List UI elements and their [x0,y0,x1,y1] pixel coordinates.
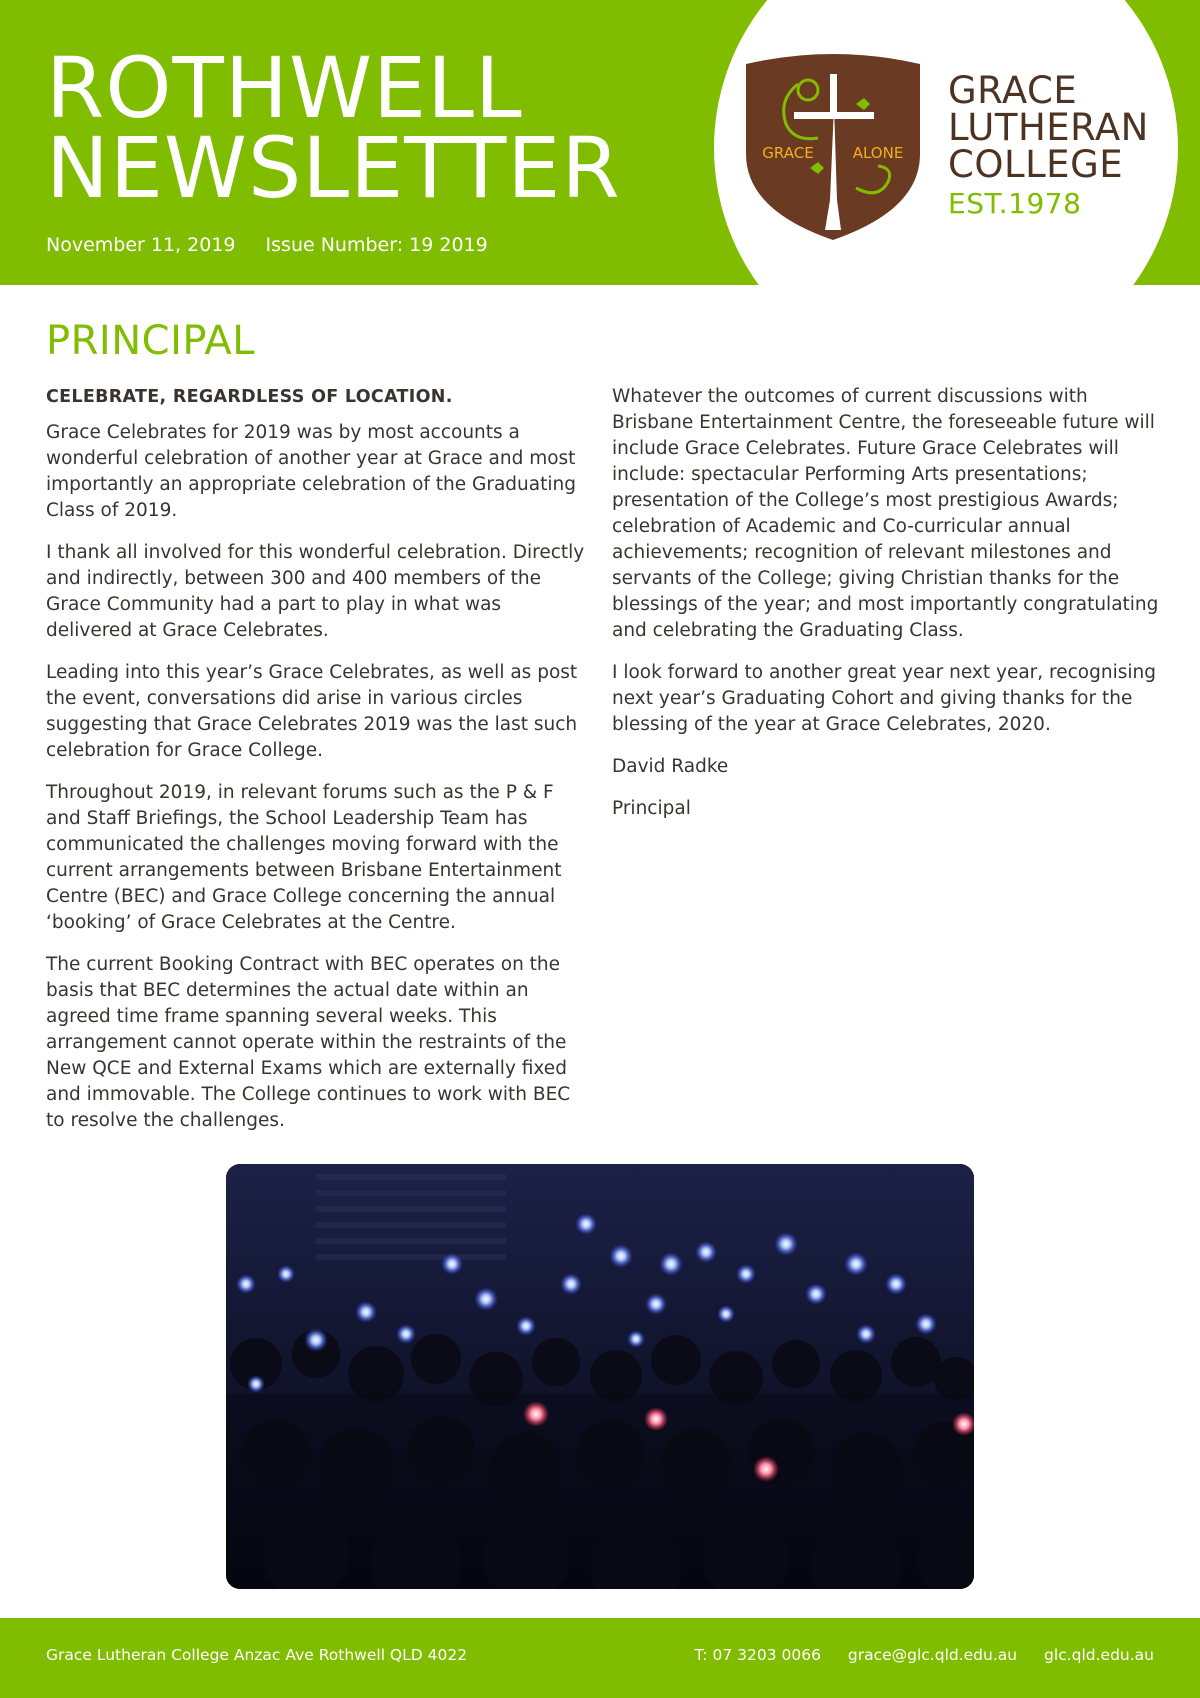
college-crest-logo [738,50,928,242]
newsletter-footer [0,1618,1200,1698]
issue-number: Issue Number: 19 2019 [265,234,488,256]
paragraph: I look forward to another great year next year, recognising next year’s Graduating Cohort and giving thanks for the blessing of the year at Grace Celebrates, 2020. [612,662,1156,735]
article-column-left [46,384,592,1150]
footer-contact [673,1646,1154,1664]
paragraph: Whatever the outcomes of current discussions with Brisbane Entertainment Centre, the foreseeable future will include Grace Celebrates. Future Grace Celebrates will include: spectacular Performing Arts presentations; presentation of the College’s most prestigious Awards; celebration of Academic and Co-curricular annual achievements; recognition of relevant milestones and servants of the College; giving Christian thanks for the blessings of the year; and most importantly congratulating and celebrating the Graduating Class. [612,386,1159,641]
crest-text-right: ALONE [852,144,904,162]
footer-email-link[interactable]: grace@glc.qld.edu.au [847,1646,1018,1664]
footer-address: Grace Lutheran College Anzac Ave Rothwell QLD 4022 [46,1646,468,1664]
article-column-right [612,384,1160,838]
paragraph: Grace Celebrates for 2019 was by most accounts a wonderful celebration of another year at Grace and most importantly an appropriate celebration of the Graduating Class of 2019. [46,422,576,521]
college-name-line-3: COLLEGE [948,143,1124,186]
paragraph: Leading into this year’s Grace Celebrates, as well as post the event, conversations did arise in various circles suggesting that Grace Celebrates 2019 was the last such celebration for Grace College. [46,662,578,761]
title-line-2: NEWSLETTER [46,119,621,217]
footer-phone: T: 07 3203 0066 [694,1646,821,1664]
footer-website-link[interactable]: glc.qld.edu.au [1044,1646,1154,1664]
paragraph: I thank all involved for this wonderful celebration. Directly and indirectly, between 300 and 400 members of the Grace Community had a part to play in what was delivered at Grace Celebrates. [46,542,585,641]
newsletter-title [46,39,621,217]
event-photo-image [226,1164,974,1589]
paragraph: Throughout 2019, in relevant forums such as the P & F and Staff Briefings, the School Leadership Team has communicated the challenges moving forward with the current arrangements between Brisbane Entertainment Centre (BEC) and Grace College concerning the annual ‘booking’ of Grace Celebrates at the Centre. [46,782,562,933]
established-year: EST.1978 [948,187,1082,220]
signature-title: Principal [612,798,691,819]
college-name-line-2: LUTHERAN [948,106,1149,149]
issue-date: November 11, 2019 [46,234,236,256]
newsletter-header [0,0,1200,285]
article-heading: CELEBRATE, REGARDLESS OF LOCATION. [46,387,453,407]
crest-text-left: GRACE [762,144,814,162]
issue-info [46,234,488,256]
paragraph: The current Booking Contract with BEC operates on the basis that BEC determines the actual date within an agreed time frame spanning several weeks. This arrangement cannot operate within the restraints of the New QCE and External Exams which are externally fixed and immovable. The College continues to work with BEC to resolve the challenges. [46,954,571,1131]
section-title: PRINCIPAL [46,318,256,364]
event-photo [226,1164,974,1589]
title-line-1: ROTHWELL [46,39,523,137]
college-name [948,69,1149,186]
signature-name: David Radke [612,756,729,777]
college-name-line-1: GRACE [948,69,1078,112]
